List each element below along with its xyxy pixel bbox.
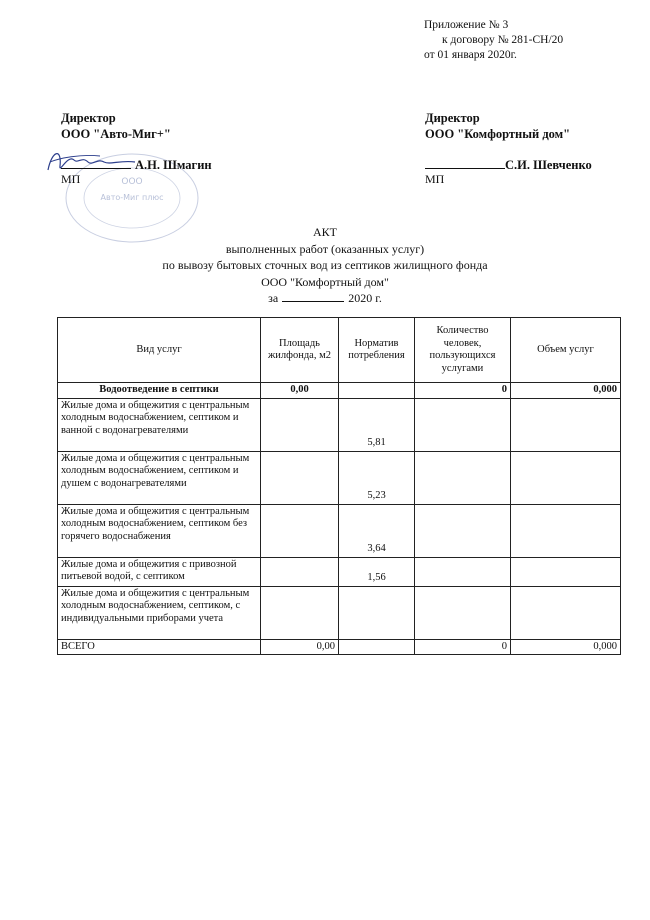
- document-title-block: [0, 224, 650, 307]
- category-row: [58, 383, 621, 399]
- appendix-contract: к договору № 281-СН/20: [442, 34, 564, 46]
- table-row: [58, 557, 621, 586]
- total-norm: [339, 639, 415, 655]
- appendix-number: Приложение № 3: [424, 19, 509, 31]
- document-title: АКТ: [313, 225, 337, 239]
- category-volume: 0,000: [511, 383, 621, 399]
- left-signature-blank: [61, 168, 131, 169]
- row-label: Жилые дома и общежития с центральным холодным водоснабжением, септиком и душем с водонагревателями: [58, 451, 261, 504]
- document-organization: ООО "Комфортный дом": [261, 274, 389, 289]
- header-volume: Объем услуг: [511, 318, 621, 383]
- row-area: [261, 398, 339, 451]
- right-signature-blank: [425, 168, 505, 169]
- row-norm: 3,64: [339, 504, 415, 557]
- total-label: ВСЕГО: [58, 639, 261, 655]
- category-label: Водоотведение в септики: [58, 383, 261, 399]
- period-blank: [282, 301, 344, 302]
- row-count: [415, 557, 511, 586]
- table-header-row: [58, 318, 621, 383]
- appendix-date: от 01 января 2020г.: [424, 49, 517, 61]
- total-volume: 0,000: [511, 639, 621, 655]
- row-norm: 5,23: [339, 451, 415, 504]
- left-party-block: [61, 110, 171, 142]
- appendix-header: [424, 18, 563, 63]
- right-signature-line: [425, 158, 592, 173]
- table-row: [58, 586, 621, 639]
- row-area: [261, 451, 339, 504]
- document-subtitle: выполненных работ (оказанных услуг): [225, 241, 425, 256]
- row-area: [261, 586, 339, 639]
- category-count: 0: [415, 383, 511, 399]
- row-norm: 1,56: [339, 557, 415, 586]
- svg-text:ООО: ООО: [121, 177, 143, 187]
- total-row: [58, 639, 621, 655]
- row-count: [415, 586, 511, 639]
- row-label: Жилые дома и общежития с центральным холодным водоснабжением, септиком и ванной с водонагревателями: [58, 398, 261, 451]
- table-row: [58, 451, 621, 504]
- row-volume: [511, 398, 621, 451]
- period-prefix: за: [268, 291, 279, 305]
- header-area: Площадь жилфонда, м2: [261, 318, 339, 383]
- row-volume: [511, 557, 621, 586]
- row-count: [415, 504, 511, 557]
- document-period: [0, 290, 650, 307]
- table-row: [58, 398, 621, 451]
- header-norm: Норматив потребления: [339, 318, 415, 383]
- left-seal-label: МП: [61, 172, 81, 186]
- right-party-role: Директор: [425, 111, 480, 125]
- row-norm: [339, 586, 415, 639]
- category-norm: [339, 383, 415, 399]
- row-label: Жилые дома и общежития с центральным холодным водоснабжением, септиком без горячего водоснабжения: [58, 504, 261, 557]
- total-area: 0,00: [261, 639, 339, 655]
- row-count: [415, 451, 511, 504]
- row-label: Жилые дома и общежития с привозной питьевой водой, с септиком: [58, 557, 261, 586]
- svg-text:Авто-Миг плюс: Авто-Миг плюс: [100, 193, 164, 202]
- right-party-org: ООО "Комфортный дом": [425, 127, 571, 141]
- left-party-role: Директор: [61, 111, 116, 125]
- right-signer-name: С.И. Шевченко: [505, 158, 592, 172]
- document-subject: по вывозу бытовых сточных вод из септиков жилищного фонда: [162, 258, 488, 272]
- header-people-count: Количество человек, пользующихся услугами: [415, 318, 511, 383]
- right-seal-label: МП: [425, 172, 445, 186]
- row-area: [261, 504, 339, 557]
- total-count: 0: [415, 639, 511, 655]
- row-label: Жилые дома и общежития с центральным холодным водоснабжением, септиком, с индивидуальными приборами учета: [58, 586, 261, 639]
- row-norm: 5,81: [339, 398, 415, 451]
- left-signer-name: А.Н. Шмагин: [135, 158, 212, 172]
- category-area: 0,00: [261, 383, 339, 399]
- header-service-type: Вид услуг: [58, 318, 261, 383]
- row-volume: [511, 451, 621, 504]
- row-volume: [511, 586, 621, 639]
- row-volume: [511, 504, 621, 557]
- row-count: [415, 398, 511, 451]
- period-year: 2020 г.: [348, 291, 382, 305]
- right-party-block: [425, 110, 570, 142]
- services-table: [57, 317, 621, 655]
- row-area: [261, 557, 339, 586]
- table-row: [58, 504, 621, 557]
- left-party-org: ООО "Авто-Миг+": [61, 127, 171, 141]
- left-signature-line: [61, 158, 212, 173]
